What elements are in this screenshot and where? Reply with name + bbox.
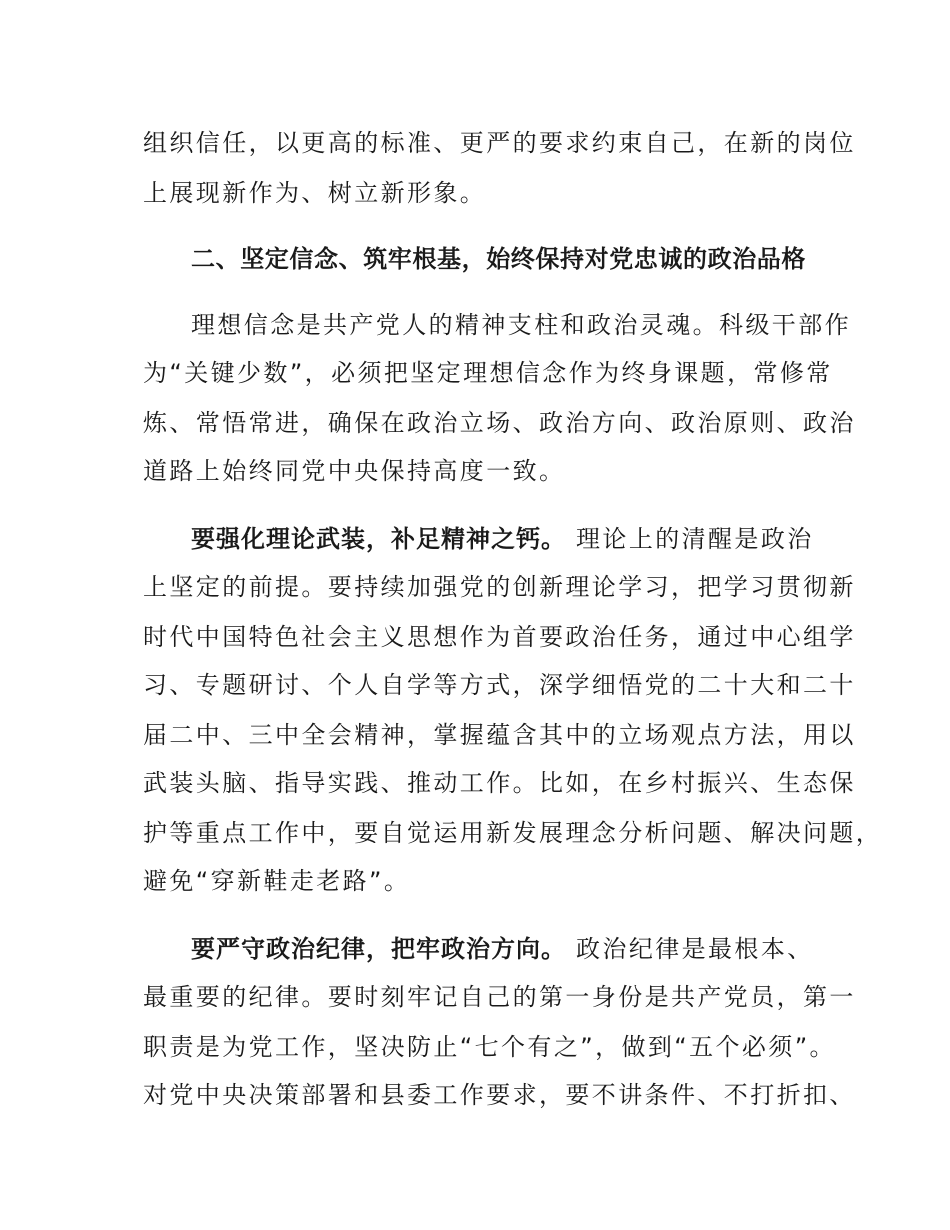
paragraph-first-line xyxy=(191,934,814,964)
body-text-line: 届二中、三中全会精神，掌握蕴含其中的立场观点方法，用以 xyxy=(143,721,856,749)
paragraph-lead-rest: 政治纪律是最根本、 xyxy=(566,935,814,963)
body-text-line: 上展现新作为、树立新形象。 xyxy=(143,179,487,207)
paragraph-first-line xyxy=(191,524,814,554)
body-text-line: 护等重点工作中，要自觉运用新发展理念分析问题、解决问题， xyxy=(143,819,883,847)
paragraph-lead-bold: 要强化理论武装，补足精神之钙。 xyxy=(191,525,566,553)
paragraph-lead-rest: 理论上的清醒是政治 xyxy=(566,525,814,553)
body-text-line: 避免“穿新鞋走老路”。 xyxy=(143,867,411,895)
body-text-line: 武装头脑、指导实践、推动工作。比如，在乡村振兴、生态保 xyxy=(143,769,856,797)
body-text-line: 上坚定的前提。要持续加强党的创新理论学习，把学习贯彻新 xyxy=(143,573,856,601)
body-text-line: 道路上始终同党中央保持高度一致。 xyxy=(143,457,566,485)
body-text-line: 时代中国特色社会主义思想作为首要政治任务，通过中心组学 xyxy=(143,623,856,651)
body-text-line: 为“关键少数”，必须把坚定理想信念作为终身课题，常修常 xyxy=(143,359,833,387)
body-text-line: 习、专题研讨、个人自学等方式，深学细悟党的二十大和二十 xyxy=(143,671,856,699)
body-text-line: 对党中央决策部署和县委工作要求，要不讲条件、不打折扣、 xyxy=(143,1081,856,1109)
body-text-line: 职责是为党工作，坚决防止“七个有之”，做到“五个必须”。 xyxy=(143,1033,836,1061)
paragraph-lead-bold: 要严守政治纪律，把牢政治方向。 xyxy=(191,935,566,963)
body-text-line: 最重要的纪律。要时刻牢记自己的第一身份是共产党员，第一 xyxy=(143,983,856,1011)
section-heading: 二、坚定信念、筑牢根基，始终保持对党忠诚的政治品格 xyxy=(191,245,806,273)
body-text-line: 炼、常悟常进，确保在政治立场、政治方向、政治原则、政治 xyxy=(143,409,856,437)
body-text-line: 组织信任，以更高的标准、更严的要求约束自己，在新的岗位 xyxy=(143,129,856,157)
body-text-line: 理想信念是共产党人的精神支柱和政治灵魂。科级干部作 xyxy=(191,311,851,339)
